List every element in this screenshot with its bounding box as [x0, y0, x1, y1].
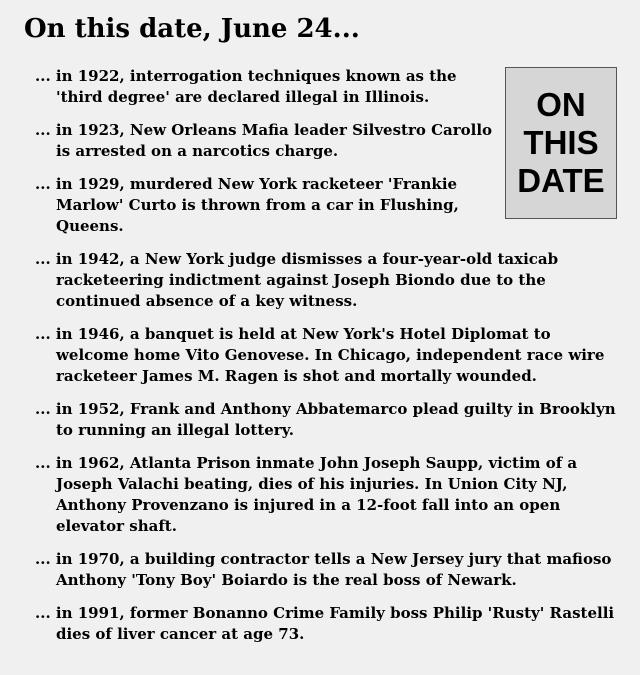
badge-line-1: ON [536, 86, 586, 123]
event-item: ... in 1922, interrogation techniques known as the 'third degree' are declared illegal in Illinois. [35, 67, 457, 106]
event-item: ... in 1970, a building contractor tells a New Jersey jury that mafioso Anthony 'Tony Boy' Boiardo is the real boss of Newark. [35, 550, 612, 589]
event-item: ... in 1962, Atlanta Prison inmate John Joseph Saupp, victim of a Joseph Valachi beating, dies of his injuries. In Union City NJ, Anthony Provenzano is injured in a 12-foot fall into an open elevator shaft. [35, 454, 578, 535]
event-item: ... in 1929, murdered New York racketeer 'Frankie Marlow' Curto is thrown from a car in Flushing, Queens. [35, 175, 459, 235]
events-list [35, 66, 625, 645]
event-item: ... in 1946, a banquet is held at New York's Hotel Diplomat to welcome home Vito Genovese. In Chicago, independent race wire racketeer James M. Ragen is shot and mortally wounded. [35, 325, 605, 385]
badge-line-2: THIS [523, 124, 599, 161]
badge-line-3: DATE [517, 162, 605, 199]
event-item: ... in 1942, a New York judge dismisses a four-year-old taxicab racketeering indictment against Joseph Biondo due to the continued absence of a key witness. [35, 250, 559, 310]
page-title: On this date, June 24... [24, 14, 360, 44]
event-item: ... in 1991, former Bonanno Crime Family boss Philip 'Rusty' Rastelli dies of liver cancer at age 73. [35, 604, 615, 643]
event-item: ... in 1923, New Orleans Mafia leader Silvestro Carollo is arrested on a narcotics charge. [35, 121, 493, 160]
event-item: ... in 1952, Frank and Anthony Abbatemarco plead guilty in Brooklyn to running an illegal lottery. [35, 400, 616, 439]
